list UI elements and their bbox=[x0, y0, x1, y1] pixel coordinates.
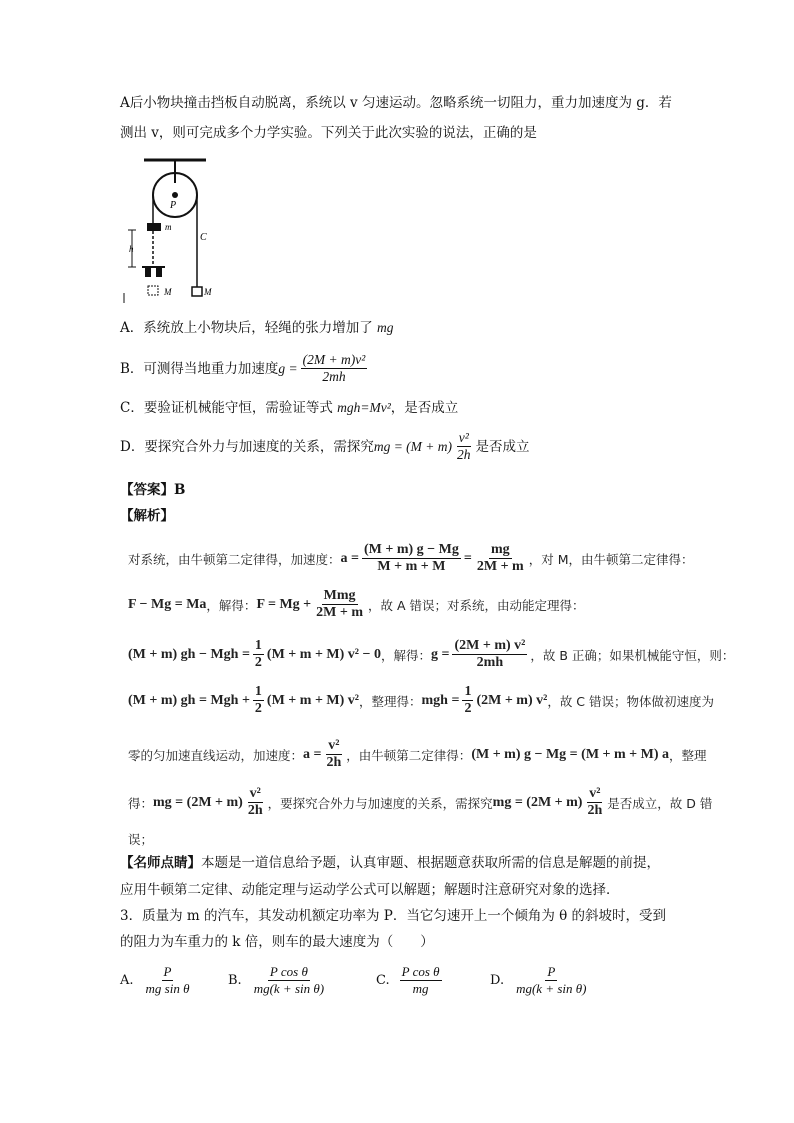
label-C: C bbox=[200, 232, 207, 243]
sol-l5-den: 2h bbox=[326, 755, 342, 770]
sol-l3-den: 2mh bbox=[476, 655, 504, 670]
option-b-lhs: g = bbox=[278, 360, 298, 376]
solution-line-7: 误； bbox=[128, 832, 154, 847]
option-b-num: (2M + m)v² bbox=[302, 352, 366, 367]
option-c bbox=[120, 398, 458, 418]
option-a-math: mg bbox=[377, 320, 394, 335]
sol-l6-eq2: mg = (2M + m) bbox=[492, 794, 583, 810]
q3-option-a-label: A. bbox=[120, 973, 134, 988]
sol-l4-half2-den: 2 bbox=[464, 701, 472, 716]
q3-option-d-frac bbox=[514, 964, 588, 997]
answer-label: 【答案】 bbox=[120, 482, 174, 498]
option-b-text: B．可测得当地重力加速度 bbox=[120, 360, 279, 377]
tip-label: 【名师点睛】 bbox=[120, 855, 201, 871]
sol-l6-num2: v² bbox=[589, 786, 601, 801]
label-M-left: M bbox=[164, 287, 172, 297]
sol-l6-frac1 bbox=[246, 786, 265, 819]
option-d-num: v² bbox=[458, 430, 469, 445]
sol-l6-den2: 2h bbox=[587, 803, 603, 818]
sol-l1-den1: M + m + M bbox=[377, 559, 446, 574]
sol-l5a: 零的匀加速直线运动，加速度： bbox=[128, 747, 304, 763]
sol-l5b: ，由牛顿第二定律得： bbox=[346, 747, 472, 763]
q3-option-a-frac bbox=[144, 964, 192, 997]
sol-l2b: ，故 A 错误；对系统，由动能定理得： bbox=[368, 597, 585, 613]
q3-option-a bbox=[120, 964, 194, 997]
solution-line-6 bbox=[128, 786, 712, 819]
sol-l6b: ，要探究合外力与加速度的关系，需探究 bbox=[267, 795, 493, 811]
option-a bbox=[120, 318, 394, 338]
sol-l3b: ，故 B 正确；如果机械能守恒，则： bbox=[530, 647, 735, 663]
sol-l1-lhs: a = bbox=[340, 550, 359, 566]
q3-option-b-num: P cos θ bbox=[269, 964, 308, 979]
solution-line-4 bbox=[128, 684, 714, 717]
sol-l5-num: v² bbox=[328, 738, 340, 753]
sol-l3-num: (2M + m) v² bbox=[454, 638, 526, 653]
sol-l3-frac bbox=[452, 638, 527, 671]
sol-l1-frac2 bbox=[475, 542, 526, 575]
sol-l4a: ，整理得： bbox=[359, 693, 422, 709]
intro-line-2: 测出 v，则可完成多个力学实验。下列关于此次实验的说法，正确的是 bbox=[120, 125, 537, 141]
option-c-text: C．要验证机械能守恒，需验证等式 bbox=[120, 400, 338, 416]
tip-line-1 bbox=[120, 853, 660, 873]
label-h: h bbox=[129, 244, 134, 254]
solution-line-5 bbox=[128, 738, 707, 771]
option-d-den: 2h bbox=[457, 447, 471, 462]
sol-l2-den: 2M + m bbox=[316, 605, 363, 620]
option-b bbox=[120, 352, 370, 385]
option-b-fraction bbox=[301, 352, 368, 385]
q3-option-a-den: mg sin θ bbox=[145, 981, 190, 996]
sol-l1b: ，对 M，由牛顿第二定律得： bbox=[528, 551, 694, 567]
solution-line-1 bbox=[128, 542, 693, 575]
q3-option-b-label: B. bbox=[228, 973, 242, 988]
sol-l4-eq1b: (M + m + M) v² bbox=[266, 692, 359, 708]
q3-option-b bbox=[228, 964, 329, 997]
q3-option-c-frac bbox=[400, 964, 442, 997]
sol-l5c: ，整理 bbox=[669, 747, 707, 763]
sol-l5-eq2: (M + m) g − Mg = (M + m + M) a bbox=[471, 746, 670, 762]
q3-option-d-den: mg(k + sin θ) bbox=[516, 981, 587, 996]
sol-l1-equals: = bbox=[463, 550, 472, 566]
q3-option-c-label: C. bbox=[376, 973, 390, 988]
label-M-right: M bbox=[204, 287, 212, 297]
sol-l3-half-den: 2 bbox=[254, 655, 262, 670]
sol-l3-half bbox=[253, 638, 264, 671]
q3-option-b-frac bbox=[252, 964, 326, 997]
solution-line-3 bbox=[128, 638, 734, 671]
sol-l2-frac bbox=[314, 588, 365, 621]
option-d-lhs: mg = (M + m) bbox=[373, 438, 453, 454]
q3-line-2: 的阻力为车重力的 k 倍，则车的最大速度为（ ） bbox=[120, 934, 434, 950]
sol-l3-half-num: 1 bbox=[254, 638, 262, 653]
sol-l3-eq1b: (M + m + M) v² − 0 bbox=[266, 646, 381, 662]
option-d-tail: 是否成立 bbox=[475, 438, 530, 455]
solution-line-2 bbox=[128, 588, 585, 621]
q3-option-c bbox=[376, 964, 445, 997]
q3-option-c-den: mg bbox=[412, 981, 429, 996]
intro-line-1: A后小物块撞击挡板自动脱离，系统以 v 匀速运动。忽略系统一切阻力，重力加速度为 g．若 bbox=[120, 95, 672, 111]
label-P: P bbox=[170, 200, 177, 211]
sol-l1-num2: mg bbox=[490, 542, 510, 557]
q3-option-d-label: D. bbox=[490, 973, 505, 988]
sol-l6-den1: 2h bbox=[247, 803, 263, 818]
sol-l1a: 对系统，由牛顿第二定律得，加速度： bbox=[128, 551, 341, 567]
sol-l6-eq1: mg = (2M + m) bbox=[153, 794, 243, 810]
sol-l2-eq1: F − Mg = Ma bbox=[128, 596, 207, 612]
q3-option-a-num: P bbox=[163, 964, 172, 979]
sol-l6-frac2 bbox=[585, 786, 604, 819]
option-b-den: 2mh bbox=[322, 369, 346, 384]
sol-l4-eq2b: (2M + m) v² bbox=[476, 692, 548, 708]
sol-l2a: ，解得： bbox=[206, 597, 257, 613]
sol-l3-eq2: g = bbox=[430, 646, 450, 662]
q3-option-c-num: P cos θ bbox=[401, 964, 440, 979]
sol-l4-half2-num: 1 bbox=[464, 684, 472, 699]
sol-l3a: ，解得： bbox=[380, 647, 431, 663]
answer-value: B bbox=[174, 482, 186, 498]
sol-l4-half2 bbox=[462, 684, 473, 717]
sol-l4-half1 bbox=[253, 684, 264, 717]
q3-option-b-den: mg(k + sin θ) bbox=[253, 981, 325, 996]
sol-l6c: 是否成立，故 D 错 bbox=[607, 795, 713, 811]
option-c-tail: ，是否成立 bbox=[390, 400, 459, 416]
q3-option-d-num: P bbox=[547, 964, 556, 979]
option-c-math: mgh=Mv² bbox=[337, 400, 391, 415]
analysis-label: 【解析】 bbox=[120, 508, 174, 524]
sol-l1-frac1 bbox=[362, 542, 461, 575]
option-a-text: A．系统放上小物块后，轻绳的张力增加了 bbox=[120, 320, 378, 336]
q3-line-1: 3．质量为 m 的汽车，其发动机额定功率为 P．当它匀速开上一个倾角为 θ 的斜坡时，受到 bbox=[120, 908, 667, 924]
sol-l1-num1: (M + m) g − Mg bbox=[364, 542, 459, 557]
sol-l4b: ，故 C 错误；物体做初速度为 bbox=[547, 693, 715, 709]
sol-l1-den2: 2M + m bbox=[476, 559, 524, 574]
sol-l4-half1-den: 2 bbox=[254, 701, 262, 716]
option-d-fraction bbox=[455, 430, 473, 463]
sol-l5-eq1: a = bbox=[303, 746, 322, 762]
sol-l4-eq2: mgh = bbox=[421, 692, 460, 708]
option-d bbox=[120, 430, 530, 463]
sol-l3-eq1: (M + m) gh − Mgh = bbox=[128, 646, 250, 662]
sol-l5-frac bbox=[325, 738, 344, 771]
sol-l6a: 得： bbox=[128, 795, 154, 811]
answer bbox=[120, 480, 185, 500]
label-m: m bbox=[165, 222, 172, 232]
tip-line-2: 应用牛顿第二定律、动能定理与运动学公式可以解题；解题时注意研究对象的选择． bbox=[120, 882, 620, 898]
sol-l4-eq1: (M + m) gh = Mgh + bbox=[128, 692, 250, 708]
sol-l6-num1: v² bbox=[249, 786, 261, 801]
sol-l2-num: Mmg bbox=[323, 588, 356, 603]
option-d-text: D．要探究合外力与加速度的关系，需探究 bbox=[120, 438, 374, 455]
pulley-diagram bbox=[120, 155, 230, 305]
sol-l4-half1-num: 1 bbox=[254, 684, 262, 699]
q3-option-d bbox=[490, 964, 592, 997]
tip-text-1: 本题是一道信息给予题，认真审题、根据题意获取所需的信息是解题的前提， bbox=[201, 855, 660, 871]
sol-l2-eq2: F = Mg + bbox=[256, 596, 312, 612]
